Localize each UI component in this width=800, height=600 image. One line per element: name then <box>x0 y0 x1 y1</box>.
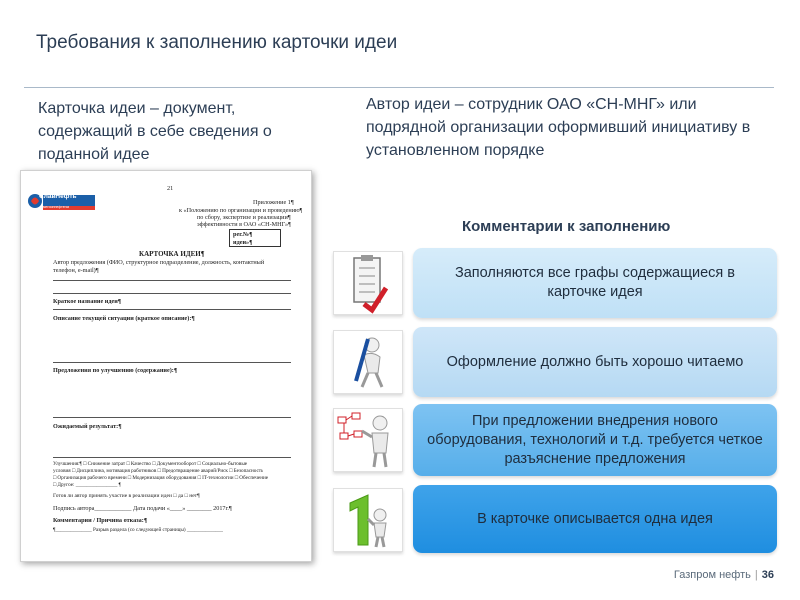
slide-title: Требования к заполнению карточки идеи <box>36 32 398 53</box>
idea-author-definition: Автор идеи – сотрудник ОАО «СН-МНГ» или подрядной организации оформивший инициативу в установленном порядке <box>366 96 751 159</box>
footer-company: Газпром нефть <box>673 569 751 581</box>
comment-item: При предложении внедрения нового оборудования, технологий и т.д. требуется четкое разъяснение предложения <box>413 404 777 476</box>
doc-card-title: КАРТОЧКА ИДЕИ¶ <box>139 251 205 258</box>
checklist-icon <box>333 251 403 315</box>
idea-card-definition: Карточка идеи – документ, содержащий в себе сведения о поданной идее <box>38 100 272 163</box>
doc-next-section: ¶______________ Разрыв раздела (со следующей страницы) ______________ <box>53 527 224 533</box>
doc-short-name: Краткое название идеи¶ <box>53 298 122 305</box>
comment-item: Оформление должно быть хорошо читаемо <box>413 327 777 397</box>
writer-figure-icon <box>333 330 403 394</box>
doc-improvement: Предложения по улучшению (содержание):¶ <box>53 367 178 374</box>
number-one-icon <box>333 488 403 552</box>
doc-appendix-2: к «Положению по организации и проведению¶ <box>179 207 303 214</box>
doc-improvements-3: □ Организация рабочего времени □ Модернизация оборудования □ IT-технологии □ Обеспечение <box>53 475 269 481</box>
presenter-diagram-icon <box>333 408 403 472</box>
comments-title: Комментарии к заполнению <box>462 218 671 235</box>
doc-reg-idea: идеи»¶ <box>233 239 253 246</box>
doc-signature: Подпись автора____________ Дата подачи «____» ________ 2017г.¶ <box>53 505 232 512</box>
doc-comments: Комментарии / Причина отказа:¶ <box>53 517 148 524</box>
doc-improvements-4: □ Другое: ________________ ¶ <box>53 482 121 488</box>
doc-author-line1: Автор предложения (ФИО, структурное подразделение, должность, контактный <box>53 259 265 266</box>
doc-expected: Ожидаемый результат:¶ <box>53 423 122 430</box>
title-divider <box>24 87 774 88</box>
doc-page-number: 21 <box>167 185 174 192</box>
comment-item: Заполняются все графы содержащиеся в карточке идея <box>413 248 777 318</box>
logo-subtext: мегионнефтегаз <box>43 205 70 209</box>
doc-appendix-1: Приложение 1¶ <box>253 199 294 206</box>
doc-current-situation: Описание текущей ситуации (краткое описание):¶ <box>53 315 195 322</box>
footer-page-number: 36 <box>761 569 774 581</box>
doc-author-line2: телефон, e-mail)¶ <box>53 267 99 274</box>
doc-ready: Готов ли автор принять участие в реализации идеи □ да □ нет¶ <box>53 493 200 499</box>
doc-improvements-2: условия □ Дисциплина, мотивация работников □ Предотвращение аварий/Риск □ Безопасность <box>53 468 264 474</box>
doc-appendix-4: эффективности в ОАО «СН-МНГ»¶ <box>197 221 291 228</box>
comment-item: В карточке описывается одна идея <box>413 485 777 553</box>
logo-text: СлавНефть <box>39 193 77 200</box>
doc-reg-no: рег.№¶ <box>233 231 253 238</box>
footer: Газпром нефть | 36 <box>673 569 774 581</box>
doc-improvements-1: Улучшения:¶ □ Снижение затрат □ Качество □ Документооборот □ Социально-бытовые <box>53 461 248 467</box>
doc-appendix-3: по сбору, экспертизе и реализации¶ <box>197 214 291 221</box>
idea-card-form-image <box>20 170 312 562</box>
